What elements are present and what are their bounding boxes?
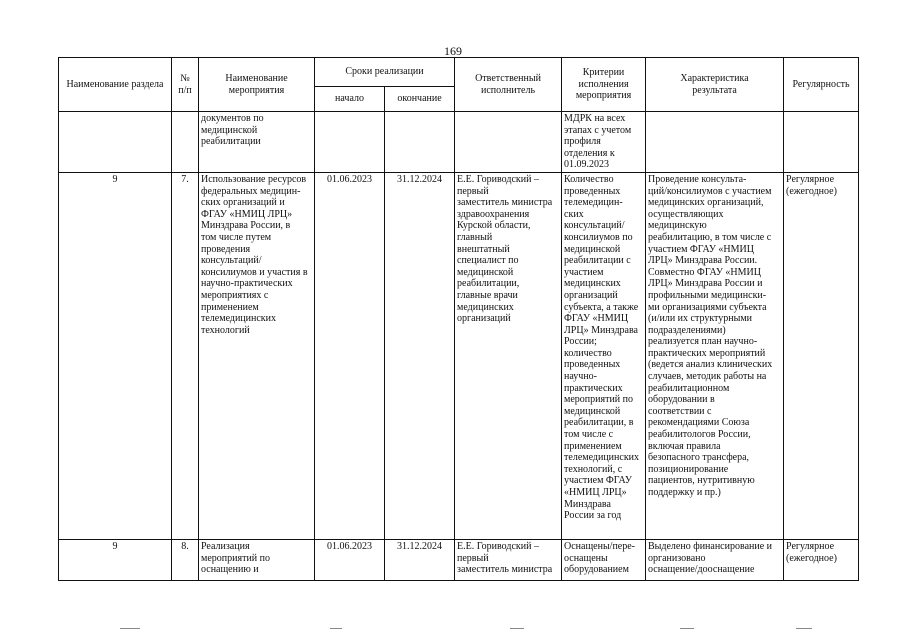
cell-criteria: Количество проведенных телемедицин- ских консультаций/ консилиумов по медицинской реабилитации с участием медицинских организаций субъекта, а также ФГАУ «НМИЦ ЛРЦ» Минздрава России; количество проведенных научно- практических мероприятий по медицинской реабилитации, в том числе с применением телемедицинских технологий, с участием ФГАУ «НМИЦ ЛРЦ» Минздрава России за год	[562, 172, 646, 539]
cell-end	[385, 112, 455, 173]
cell-section: 9	[59, 172, 172, 539]
cell-event-name: Использование ресурсов федеральных медицин- ских организаций и ФГАУ «НМИЦ ЛРЦ» Минздрава России, в том числе путем проведения консультаций/консилиумов и участия в научно-практических мероприятиях с применением телемедицинских технологий	[199, 172, 315, 539]
cell-section: 9	[59, 539, 172, 580]
cell-end: 31.12.2024	[385, 172, 455, 539]
cell-section	[59, 112, 172, 173]
cell-criteria: МДРК на всех этапах с учетом профиля отделения к 01.09.2023	[562, 112, 646, 173]
header-number: № п/п	[172, 58, 199, 112]
cell-regularity: Регулярное (ежегодное)	[784, 172, 859, 539]
cell-result: Проведение консульта- ций/консилиумов с участием медицинских организаций, осуществляющих медицинскую реабилитацию, в том числе с участием ФГАУ «НМИЦ ЛРЦ» Минздрава России. Совместно ФГАУ «НМИЦ ЛРЦ» Минздрава России и профильными медицински- ми организациями субъекта (и/или их структурными подразделениями) реализуется план научно- практических мероприятий (ведется анализ клинических случаев, методик работы на реабилитационном оборудовании в соответствии с рекомендациями Союза реабилитологов России, включая правила безопасного трансфера, позиционирование пациентов, нутритивную поддержку и пр.)	[646, 172, 784, 539]
cell-criteria: Оснащены/пере- оснащены оборудованием	[562, 539, 646, 580]
header-criteria: Критерии исполнения мероприятия	[562, 58, 646, 112]
cell-regularity: Регулярное (ежегодное)	[784, 539, 859, 580]
plan-table	[58, 57, 859, 581]
cell-start: 01.06.2023	[315, 172, 385, 539]
cell-regularity	[784, 112, 859, 173]
cell-responsible	[455, 112, 562, 173]
cell-event-name: Реализация мероприятий по оснащению и	[199, 539, 315, 580]
header-result: Характеристика результата	[646, 58, 784, 112]
header-end: окончание	[385, 87, 455, 112]
header-responsible: Ответственный исполнитель	[455, 58, 562, 112]
cell-result: Выделено финансирование и организовано оснащение/дооснащение	[646, 539, 784, 580]
cell-start: 01.06.2023	[315, 539, 385, 580]
scan-mark	[510, 628, 524, 629]
cell-result	[646, 112, 784, 173]
header-event-name: Наименование мероприятия	[199, 58, 315, 112]
cell-number: 8.	[172, 539, 199, 580]
cell-start	[315, 112, 385, 173]
cell-number: 7.	[172, 172, 199, 539]
page-number: 169	[444, 44, 462, 58]
cell-event-name: документов по медицинской реабилитации	[199, 112, 315, 173]
header-section-name: Наименование раздела	[59, 58, 172, 112]
scan-mark	[330, 628, 342, 629]
table-row	[59, 172, 859, 539]
table-row	[59, 112, 859, 173]
header-deadlines: Сроки реализации	[315, 58, 455, 87]
cell-end: 31.12.2024	[385, 539, 455, 580]
scan-mark	[796, 628, 812, 629]
header-start: начало	[315, 87, 385, 112]
scan-mark	[120, 628, 140, 629]
table-row	[59, 539, 859, 580]
header-regularity: Регулярность	[784, 58, 859, 112]
cell-responsible: Е.Е. Гоpиводский – первый заместитель министра здравоохранения Курской области, главный внештатный специалист по медицинской реабилитации, главные врачи медицинских организаций	[455, 172, 562, 539]
scan-mark	[680, 628, 694, 629]
cell-responsible: Е.Е. Гоpиводский – первый заместитель министра	[455, 539, 562, 580]
cell-number	[172, 112, 199, 173]
